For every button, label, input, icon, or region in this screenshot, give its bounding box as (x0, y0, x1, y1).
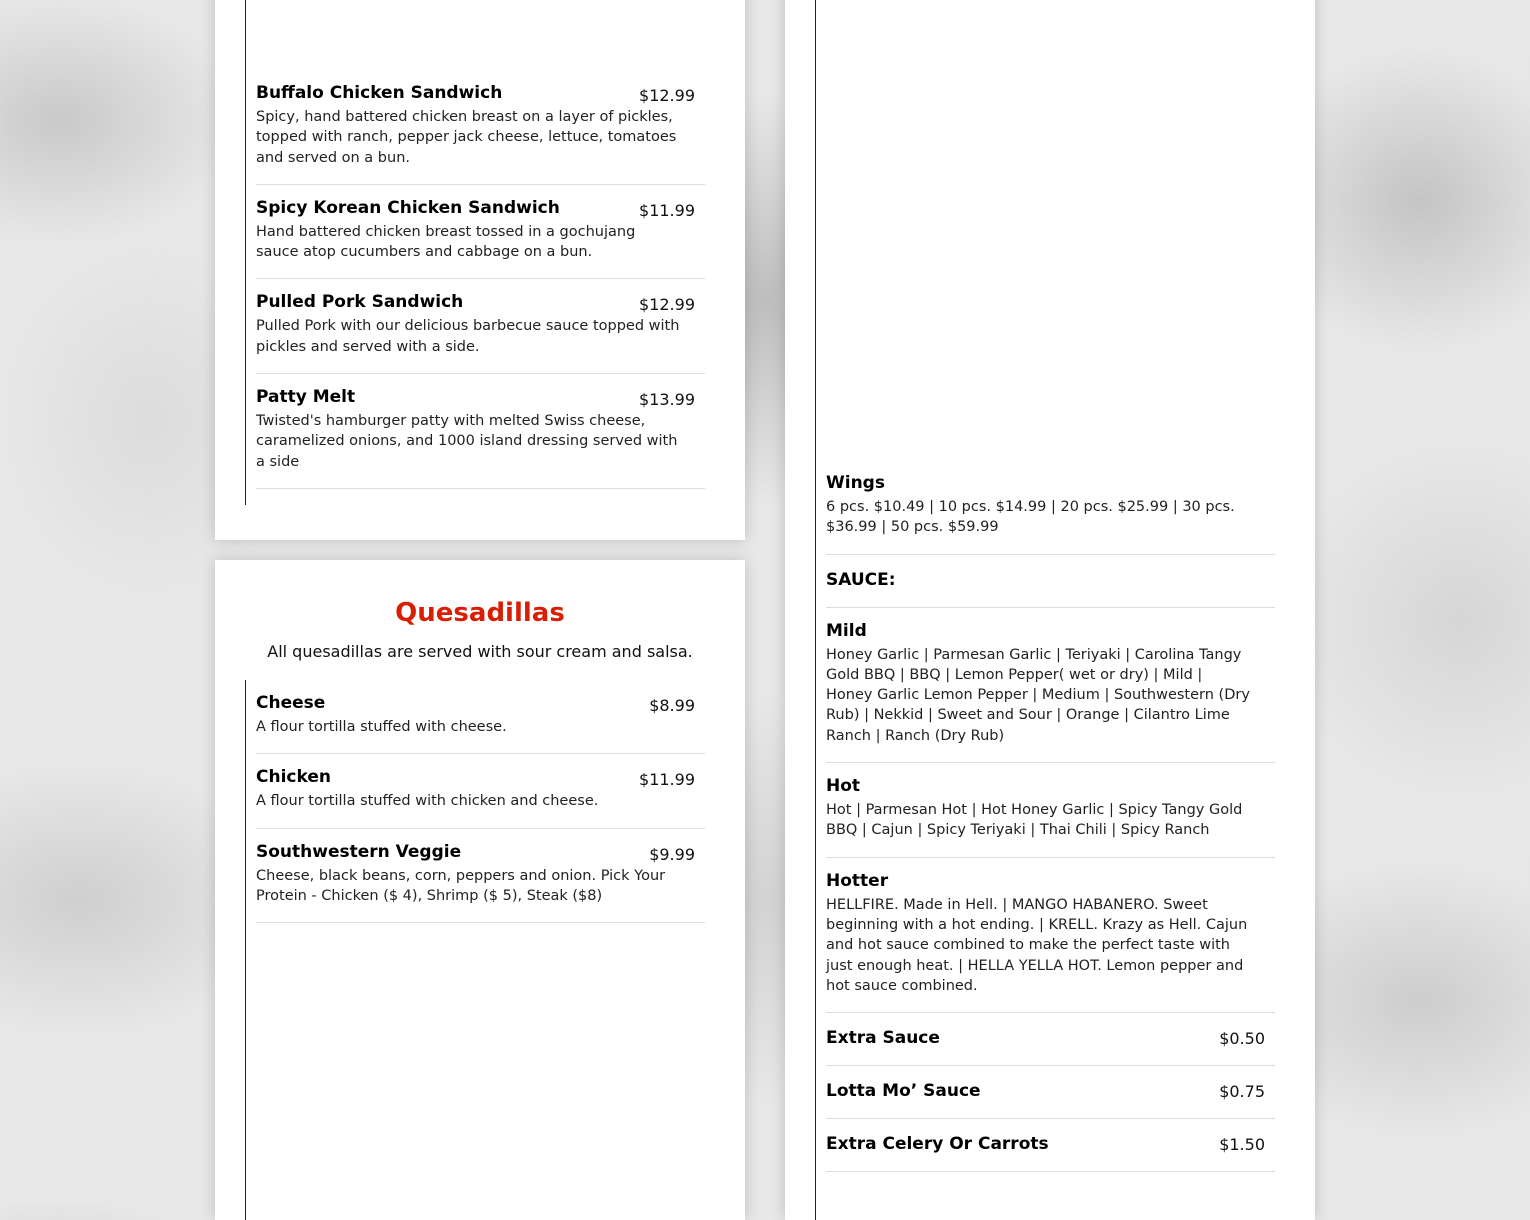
menu-item-description: Cheese, black beans, corn, peppers and onion. Pick Your Protein - Chicken ($ 4), Shrimp ($ 5), Steak ($8) (256, 867, 666, 904)
menu-item (826, 460, 1275, 555)
menu-item-price: $8.99 (649, 696, 695, 715)
menu-item (826, 608, 1275, 763)
menu-item (826, 1119, 1275, 1172)
menu-item-price: $1.50 (1219, 1135, 1265, 1155)
menu-item-description: HELLFIRE. Made in Hell. | MANGO HABANERO. Sweet beginning with a hot ending. | KRELL. Krazy as Hell. Cajun and hot sauce combined to make the perfect taste with just enough heat. | HELLA YELLA HOT. Lemon pepper and hot sauce combined. (826, 896, 1248, 994)
menu-item (256, 829, 705, 924)
menu-item-description: Hot | Parmesan Hot | Hot Honey Garlic | Spicy Tangy Gold BBQ | Cajun | Spicy Teriyaki | Thai Chili | Spicy Ranch (826, 802, 1243, 839)
menu-item-price: $0.50 (1219, 1029, 1265, 1049)
section-divider-line (245, 680, 246, 1220)
quesadillas-card (215, 560, 745, 1220)
menu-item-name: Lotta Mo’ Sauce (826, 1081, 981, 1102)
menu-item (256, 680, 705, 754)
menu-item-name: Cheese (256, 693, 326, 713)
menu-item-name: Buffalo Chicken Sandwich (256, 83, 503, 103)
menu-item-description: Pulled Pork with our delicious barbecue sauce topped with pickles and served with a side. (256, 318, 680, 355)
menu-item (826, 1066, 1275, 1119)
menu-item-price: $13.99 (639, 390, 695, 410)
menu-item-description: Hand battered chicken breast tossed in a gochujang sauce atop cucumbers and cabbage on a bun. (256, 223, 636, 261)
menu-item (256, 754, 705, 828)
section-divider-line (245, 0, 246, 505)
wings-card (785, 0, 1315, 1220)
menu-item-name: Hotter (826, 870, 889, 891)
menu-item-description: A flour tortilla stuffed with chicken and cheese. (256, 793, 599, 810)
wings-list (826, 460, 1275, 1172)
menu-item-description: A flour tortilla stuffed with cheese. (256, 719, 507, 735)
menu-item (826, 1013, 1275, 1066)
menu-item-name: SAUCE: (826, 569, 896, 590)
menu-item (826, 858, 1275, 1013)
menu-item-name: Wings (826, 473, 885, 493)
menu-item-name: Hot (826, 776, 861, 797)
menu-item-name: Mild (826, 620, 867, 641)
menu-item-name: Spicy Korean Chicken Sandwich (256, 197, 560, 218)
section-divider-line (815, 0, 816, 1220)
section-note: All quesadillas are served with sour cream and salsa. (267, 642, 693, 661)
menu-item-price: $9.99 (649, 844, 695, 864)
menu-item (256, 374, 705, 489)
section-title: Quesadillas (395, 598, 565, 628)
menu-item-price: $12.99 (639, 295, 695, 315)
menu-item-description: Spicy, hand battered chicken breast on a layer of pickles, topped with ranch, pepper jack cheese, lettuce, tomatoes and served on a bun. (256, 109, 677, 166)
menu-item-price: $11.99 (639, 200, 695, 220)
quesadillas-list (256, 680, 705, 923)
menu-item-name: Pulled Pork Sandwich (256, 292, 464, 313)
menu-item (256, 70, 705, 185)
menu-item-name: Extra Sauce (826, 1028, 940, 1049)
menu-item-description: Twisted's hamburger patty with melted Swiss cheese, caramelized onions, and 1000 island dressing served with a side (256, 413, 678, 470)
menu-item-price: $12.99 (639, 86, 695, 105)
menu-item-description: Honey Garlic | Parmesan Garlic | Teriyaki | Carolina Tangy Gold BBQ | BBQ | Lemon Pepper( wet or dry) | Mild | Honey Garlic Lemon Pepper | Medium | Southwestern (Dry Rub) | Nekkid | Sweet and Sour | Orange | Cilantro Lime Ranch | Ranch (Dry Rub) (826, 646, 1250, 744)
sandwiches-list (256, 70, 705, 489)
menu-item-name: Chicken (256, 767, 331, 788)
menu-item-name: Southwestern Veggie (256, 841, 462, 862)
menu-item (826, 555, 1275, 608)
sandwiches-card (215, 0, 745, 540)
menu-item-name: Extra Celery Or Carrots (826, 1134, 1049, 1155)
menu-item (826, 763, 1275, 858)
menu-item-name: Patty Melt (256, 387, 356, 408)
menu-item-price: $11.99 (639, 770, 695, 790)
menu-item (256, 279, 705, 374)
menu-item-price: $0.75 (1219, 1082, 1265, 1102)
menu-item (256, 185, 705, 280)
menu-item-description: 6 pcs. $10.49 | 10 pcs. $14.99 | 20 pcs. $25.99 | 30 pcs. $36.99 | 50 pcs. $59.99 (826, 499, 1235, 536)
